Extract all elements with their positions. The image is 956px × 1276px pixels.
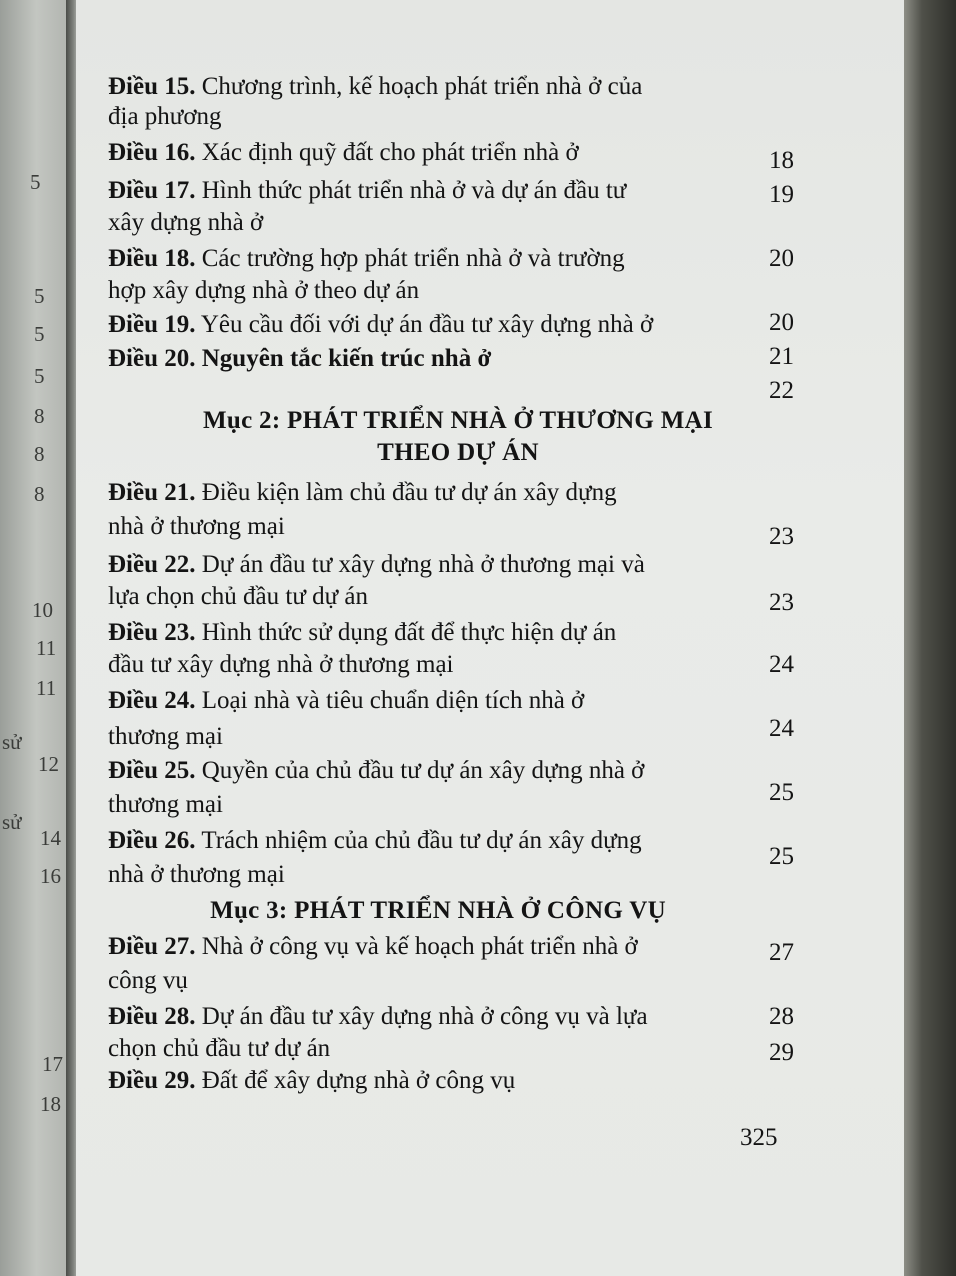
toc-entry-dieu-19: Điều 19. Yêu cầu đối với dự án đầu tư xây dựng nhà ở — [108, 311, 654, 338]
toc-entry-dieu-18: Điều 18. Các trường hợp phát triển nhà ở và trường — [108, 245, 625, 272]
margin-number: 5 — [30, 170, 41, 194]
page-number: 325 — [740, 1124, 778, 1151]
margin-number: 5 — [34, 364, 45, 388]
margin-number: 16 — [40, 864, 61, 888]
toc-entry-dieu-16: Điều 16. Xác định quỹ đất cho phát triển nhà ở — [108, 139, 579, 166]
toc-page-number: 27 — [769, 939, 794, 966]
toc-entry-dieu-23: Điều 23. Hình thức sử dụng đất để thực hiện dự án — [108, 619, 617, 646]
toc-entry-line: đầu tư xây dựng nhà ở thương mại — [108, 651, 454, 678]
toc-page-number: 19 — [769, 181, 794, 208]
toc-entry-line: nhà ở thương mại — [108, 513, 285, 540]
margin-number: 8 — [34, 404, 45, 428]
toc-page-number: 23 — [769, 523, 794, 550]
margin-number: 5 — [34, 322, 45, 346]
toc-page-number: 18 — [769, 147, 794, 174]
toc-entry-line: thương mại — [108, 791, 223, 818]
page-edge — [904, 0, 956, 1276]
facing-page — [0, 0, 66, 1276]
toc-page-number: 22 — [769, 377, 794, 404]
margin-word: sử — [2, 730, 22, 754]
toc-page-number: 25 — [769, 843, 794, 870]
toc-entry-line: xây dựng nhà ở — [108, 209, 264, 236]
toc-page-number: 29 — [769, 1039, 794, 1066]
margin-number: 5 — [34, 284, 45, 308]
toc-entry-dieu-29: Điều 29. Đất để xây dựng nhà ở công vụ — [108, 1067, 516, 1094]
toc-page-number: 20 — [769, 309, 794, 336]
toc-entry-dieu-27: Điều 27. Nhà ở công vụ và kế hoạch phát triển nhà ở — [108, 933, 638, 960]
toc-entry-dieu-26: Điều 26. Trách nhiệm của chủ đầu tư dự án xây dựng — [108, 827, 642, 854]
margin-number: 18 — [40, 1092, 61, 1116]
toc-entry-dieu-17: Điều 17. Hình thức phát triển nhà ở và dự án đầu tư — [108, 177, 627, 204]
margin-number: 11 — [36, 676, 57, 700]
toc-entry-dieu-15: Điều 15. Chương trình, kế hoạch phát triển nhà ở của — [108, 73, 643, 100]
section-heading-muc-2-cont: THEO DỰ ÁN — [377, 439, 539, 466]
toc-page-number: 20 — [769, 245, 794, 272]
toc-entry-line: hợp xây dựng nhà ở theo dự án — [108, 277, 420, 304]
margin-number: 12 — [38, 752, 59, 776]
margin-number: 8 — [34, 482, 45, 506]
toc-page-number: 25 — [769, 779, 794, 806]
toc-page-number: 28 — [769, 1003, 794, 1030]
margin-number: 17 — [42, 1052, 63, 1076]
section-heading-muc-2: Mục 2: PHÁT TRIỂN NHÀ Ở THƯƠNG MẠI — [203, 407, 713, 434]
section-heading-muc-3: Mục 3: PHÁT TRIỂN NHÀ Ở CÔNG VỤ — [210, 897, 666, 924]
toc-entry-line: chọn chủ đầu tư dự án — [108, 1035, 331, 1062]
toc-entry-dieu-24: Điều 24. Loại nhà và tiêu chuẩn diện tích nhà ở — [108, 687, 585, 714]
toc-entry-line: lựa chọn chủ đầu tư dự án — [108, 583, 369, 610]
toc-entry-line: công vụ — [108, 967, 188, 994]
toc-entry-dieu-28: Điều 28. Dự án đầu tư xây dựng nhà ở công vụ và lựa — [108, 1003, 648, 1030]
toc-entry-line: địa phương — [108, 103, 222, 130]
toc-entry-dieu-22: Điều 22. Dự án đầu tư xây dựng nhà ở thương mại và — [108, 551, 645, 578]
toc-entry-line: nhà ở thương mại — [108, 861, 285, 888]
margin-number: 11 — [36, 636, 57, 660]
margin-word: sử — [2, 810, 22, 834]
toc-page-number: 23 — [769, 589, 794, 616]
toc-entry-dieu-21: Điều 21. Điều kiện làm chủ đầu tư dự án xây dựng — [108, 479, 617, 506]
margin-number: 10 — [32, 598, 53, 622]
toc-entry-line: thương mại — [108, 723, 223, 750]
toc-entry-dieu-20: Điều 20. Nguyên tắc kiến trúc nhà ở — [108, 345, 492, 372]
toc-page-number: 24 — [769, 651, 794, 678]
toc-entry-dieu-25: Điều 25. Quyền của chủ đầu tư dự án xây dựng nhà ở — [108, 757, 645, 784]
toc-page-number: 24 — [769, 715, 794, 742]
margin-number: 8 — [34, 442, 45, 466]
margin-number: 14 — [40, 826, 61, 850]
toc-page-number: 21 — [769, 343, 794, 370]
